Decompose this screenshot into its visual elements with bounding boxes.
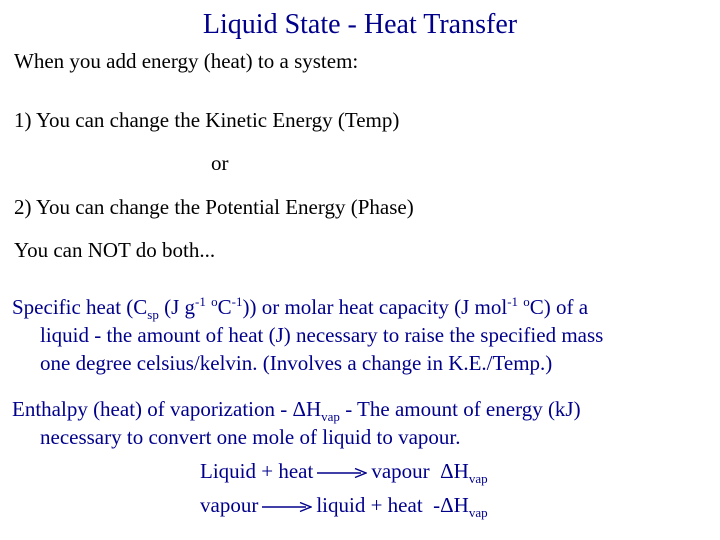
intro-text: When you add energy (heat) to a system: bbox=[14, 49, 359, 73]
not-both-text: You can NOT do both... bbox=[14, 238, 216, 262]
equation-2: vapour liquid + heat $-\Delta H_{vap}$ bbox=[200, 493, 488, 521]
specific-heat-line-1: Specific heat ($C_{sp}$ (J $g^{-1}$ $^oC^{-1}$)) or molar heat capacity (J mol$^{-1}$ $^o$C) of a bbox=[12, 294, 589, 323]
slide-title: Liquid State - Heat Transfer bbox=[202, 9, 518, 40]
equation-1: Liquid + heat vapour $\Delta H_{vap}$ bbox=[200, 459, 488, 487]
long-right-arrow-icon bbox=[317, 467, 367, 479]
enthalpy-line-1: Enthalpy (heat) of vaporization - $\Delta H_{vap}$ - The amount of energy (kJ) bbox=[12, 397, 581, 425]
specific-heat-line-3: one degree celsius/kelvin. (Involves a change in K.E./Temp.) bbox=[40, 351, 553, 375]
long-right-arrow-icon bbox=[262, 501, 312, 513]
item-2-text: 2) You can change the Potential Energy (Phase) bbox=[14, 195, 414, 219]
or-text: or bbox=[211, 151, 229, 175]
enthalpy-line-2: necessary to convert one mole of liquid to vapour. bbox=[40, 425, 461, 449]
specific-heat-line-2: liquid - the amount of heat (J) necessary to raise the specified mass bbox=[40, 323, 604, 347]
item-1-text: 1) You can change the Kinetic Energy (Temp) bbox=[14, 108, 400, 132]
